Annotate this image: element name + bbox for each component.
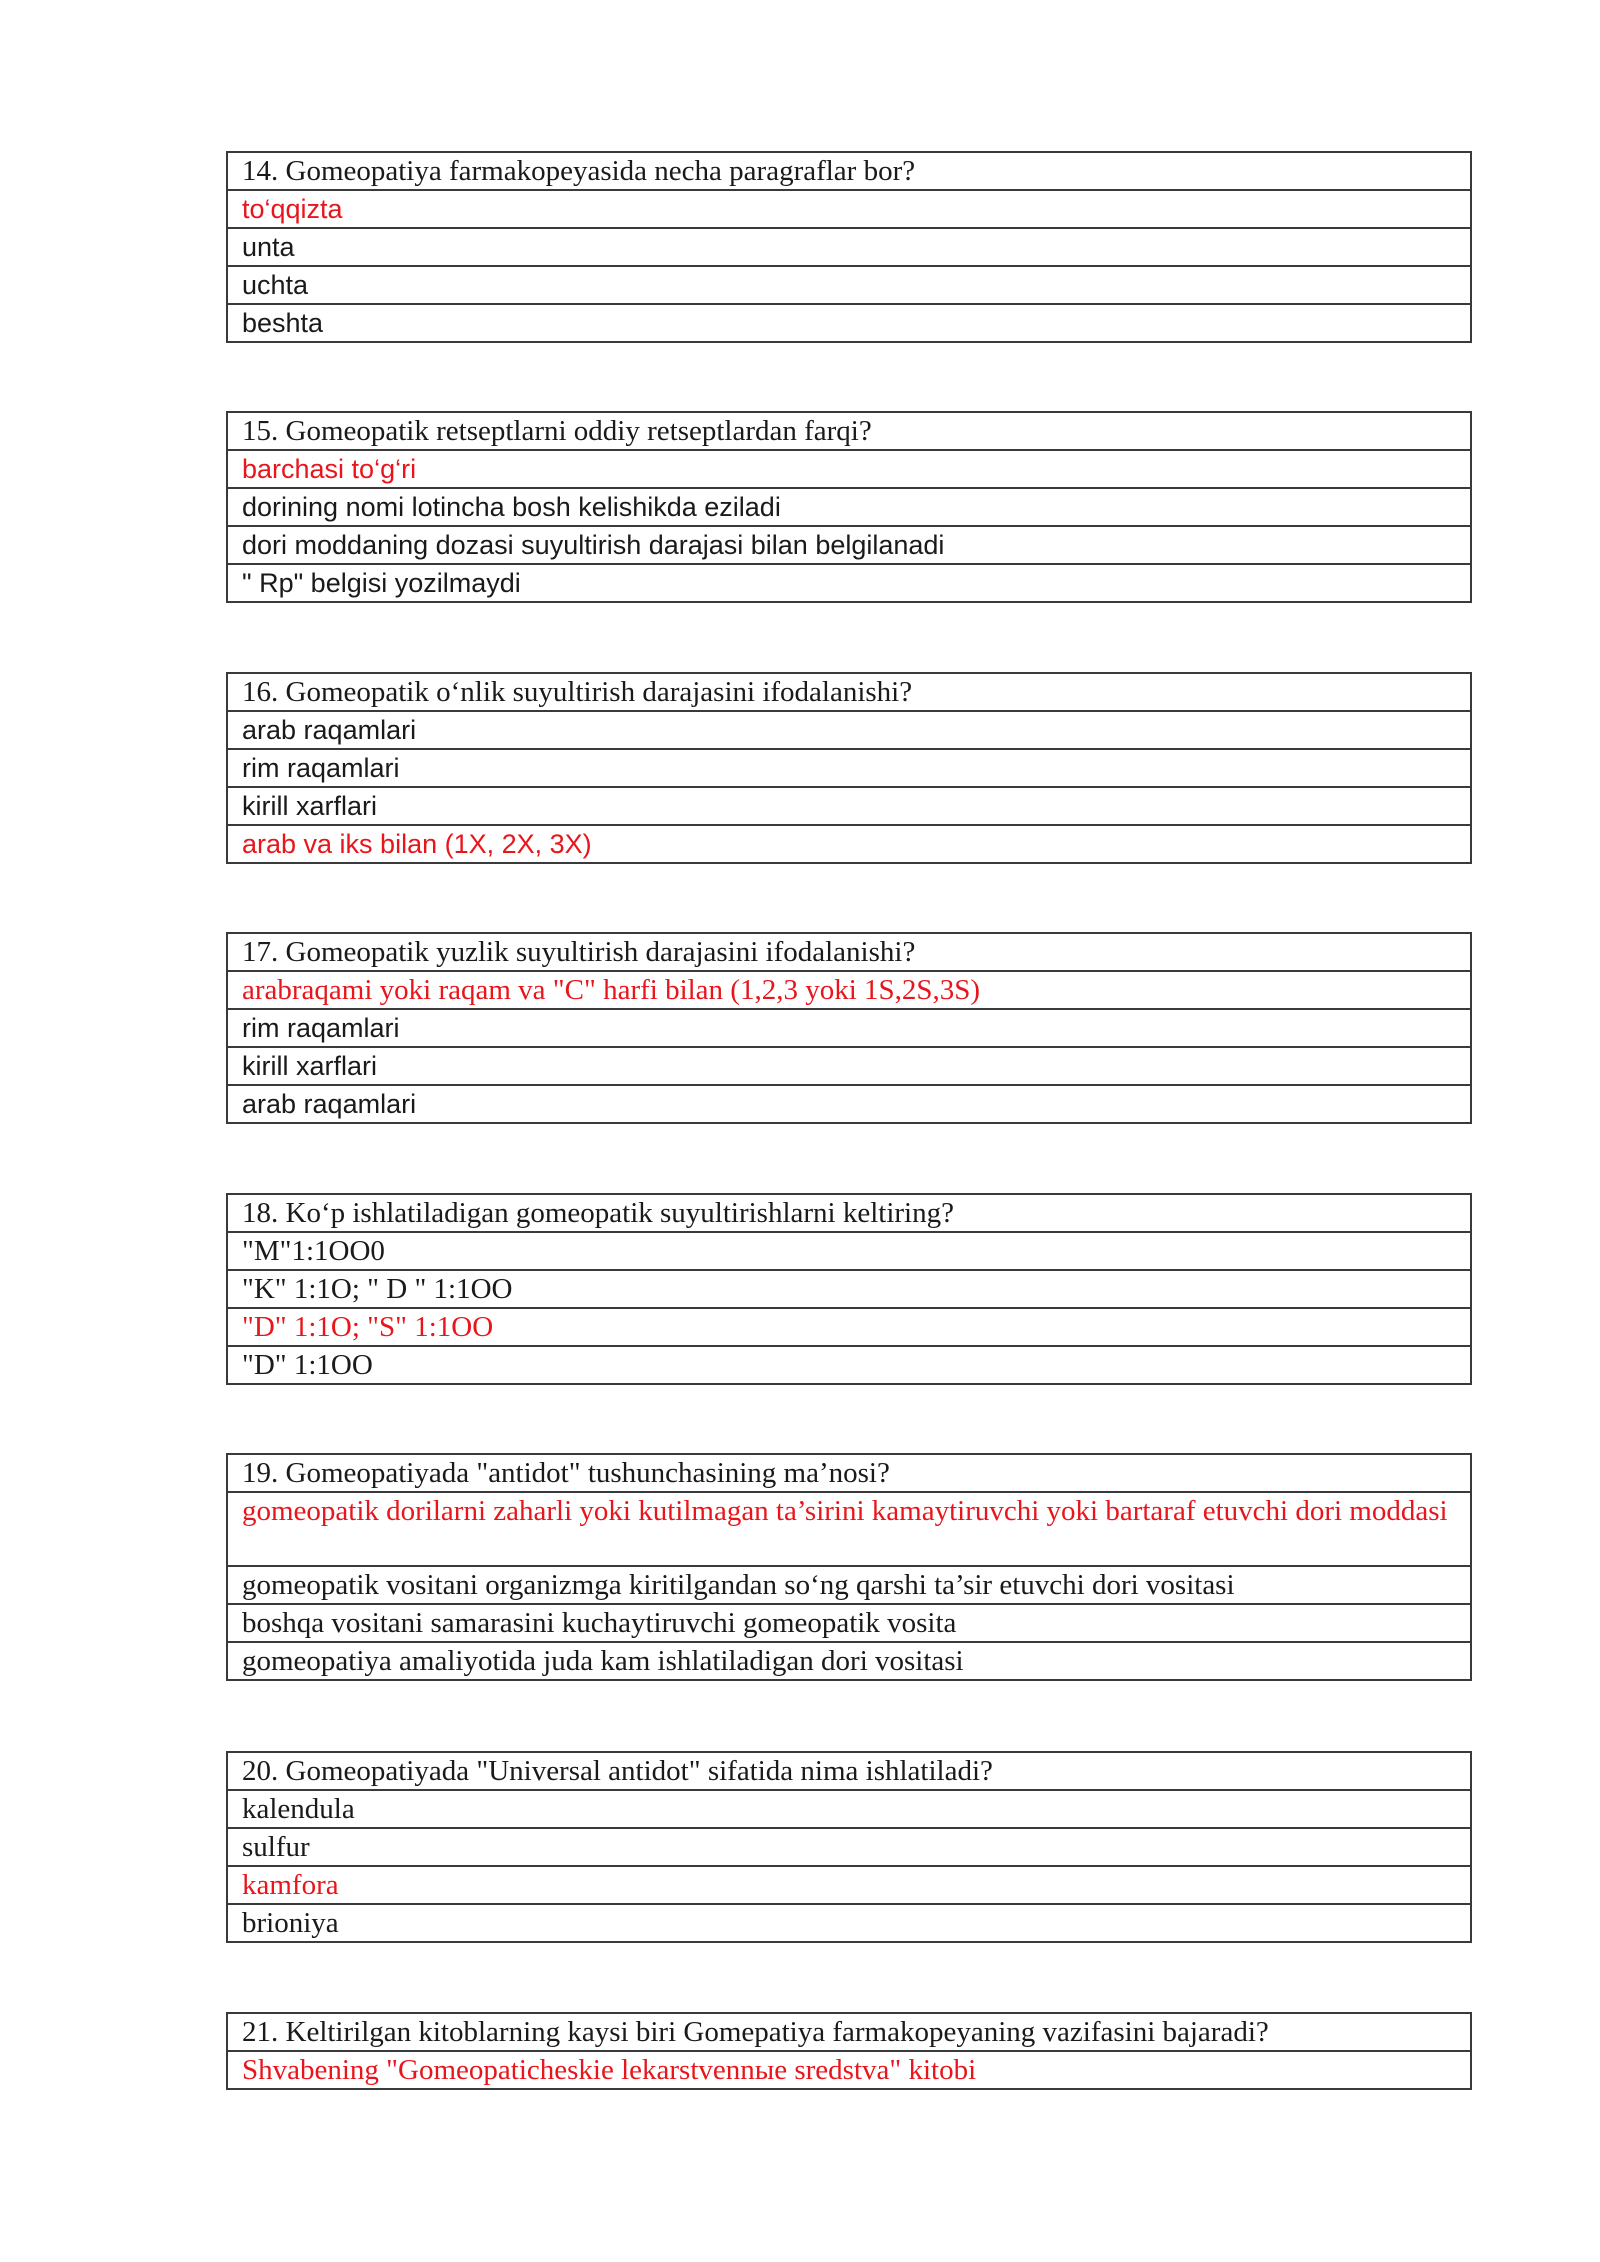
answer-option-correct: Shvabening "Gomeopaticheskie lekarstvennыe sredstva" kitobi [227, 2051, 1471, 2089]
answer-option: rim raqamlari [227, 749, 1471, 787]
answer-option: "K" 1:1O; " D " 1:1OO [227, 1270, 1471, 1308]
question-block-21 [226, 2012, 1472, 2090]
answer-option: "D" 1:1OO [227, 1346, 1471, 1384]
answer-option: boshqa vositani samarasini kuchaytiruvchi gomeopatik vosita [227, 1604, 1471, 1642]
answer-option: " Rp" belgisi yozilmaydi [227, 564, 1471, 602]
answer-option-correct: gomeopatik dorilarni zaharli yoki kutilmagan ta’sirini kamaytiruvchi yoki bartaraf etuvchi dori moddasi [227, 1492, 1471, 1566]
answer-option: arab raqamlari [227, 711, 1471, 749]
answer-option: rim raqamlari [227, 1009, 1471, 1047]
answer-option-correct: to‘qqizta [227, 190, 1471, 228]
answer-option: dori moddaning dozasi suyultirish darajasi bilan belgilanadi [227, 526, 1471, 564]
question-text: 17. Gomeopatik yuzlik suyultirish darajasini ifodalanishi? [227, 933, 1471, 971]
answer-option: unta [227, 228, 1471, 266]
answer-option-correct: kamfora [227, 1866, 1471, 1904]
answer-option-correct: "D" 1:1O; "S" 1:1OO [227, 1308, 1471, 1346]
question-block-17 [226, 932, 1472, 1124]
question-block-15 [226, 411, 1472, 603]
question-block-16 [226, 672, 1472, 864]
question-text: 20. Gomeopatiyada "Universal antidot" sifatida nima ishlatiladi? [227, 1752, 1471, 1790]
answer-option: arab raqamlari [227, 1085, 1471, 1123]
answer-option: "M"1:1OO0 [227, 1232, 1471, 1270]
answer-option: sulfur [227, 1828, 1471, 1866]
answer-option: beshta [227, 304, 1471, 342]
question-text: 18. Ko‘p ishlatiladigan gomeopatik suyultirishlarni keltiring? [227, 1194, 1471, 1232]
answer-option: gomeopatik vositani organizmga kiritilgandan so‘ng qarshi ta’sir etuvchi dori vositasi [227, 1566, 1471, 1604]
question-block-19 [226, 1453, 1472, 1681]
answer-option: kalendula [227, 1790, 1471, 1828]
answer-option: brioniya [227, 1904, 1471, 1942]
question-text: 19. Gomeopatiyada "antidot" tushunchasining ma’nosi? [227, 1454, 1471, 1492]
question-text: 16. Gomeopatik o‘nlik suyultirish darajasini ifodalanishi? [227, 673, 1471, 711]
answer-option-correct: barchasi to‘g‘ri [227, 450, 1471, 488]
answer-option: dorining nomi lotincha bosh kelishikda eziladi [227, 488, 1471, 526]
question-text: 21. Keltirilgan kitoblarning kaysi biri Gomepatiya farmakopeyaning vazifasini bajaradi? [227, 2013, 1471, 2051]
question-block-20 [226, 1751, 1472, 1943]
question-text: 14. Gomeopatiya farmakopeyasida necha paragraflar bor? [227, 152, 1471, 190]
question-block-14 [226, 151, 1472, 343]
answer-option: kirill xarflari [227, 1047, 1471, 1085]
answer-option: uchta [227, 266, 1471, 304]
question-text: 15. Gomeopatik retseptlarni oddiy retseptlardan farqi? [227, 412, 1471, 450]
answer-option: kirill xarflari [227, 787, 1471, 825]
answer-option: gomeopatiya amaliyotida juda kam ishlatiladigan dori vositasi [227, 1642, 1471, 1680]
question-block-18 [226, 1193, 1472, 1385]
answer-option-correct: arab va iks bilan (1X, 2X, 3X) [227, 825, 1471, 863]
answer-option-correct: arabraqami yoki raqam va "C" harfi bilan (1,2,3 yoki 1S,2S,3S) [227, 971, 1471, 1009]
